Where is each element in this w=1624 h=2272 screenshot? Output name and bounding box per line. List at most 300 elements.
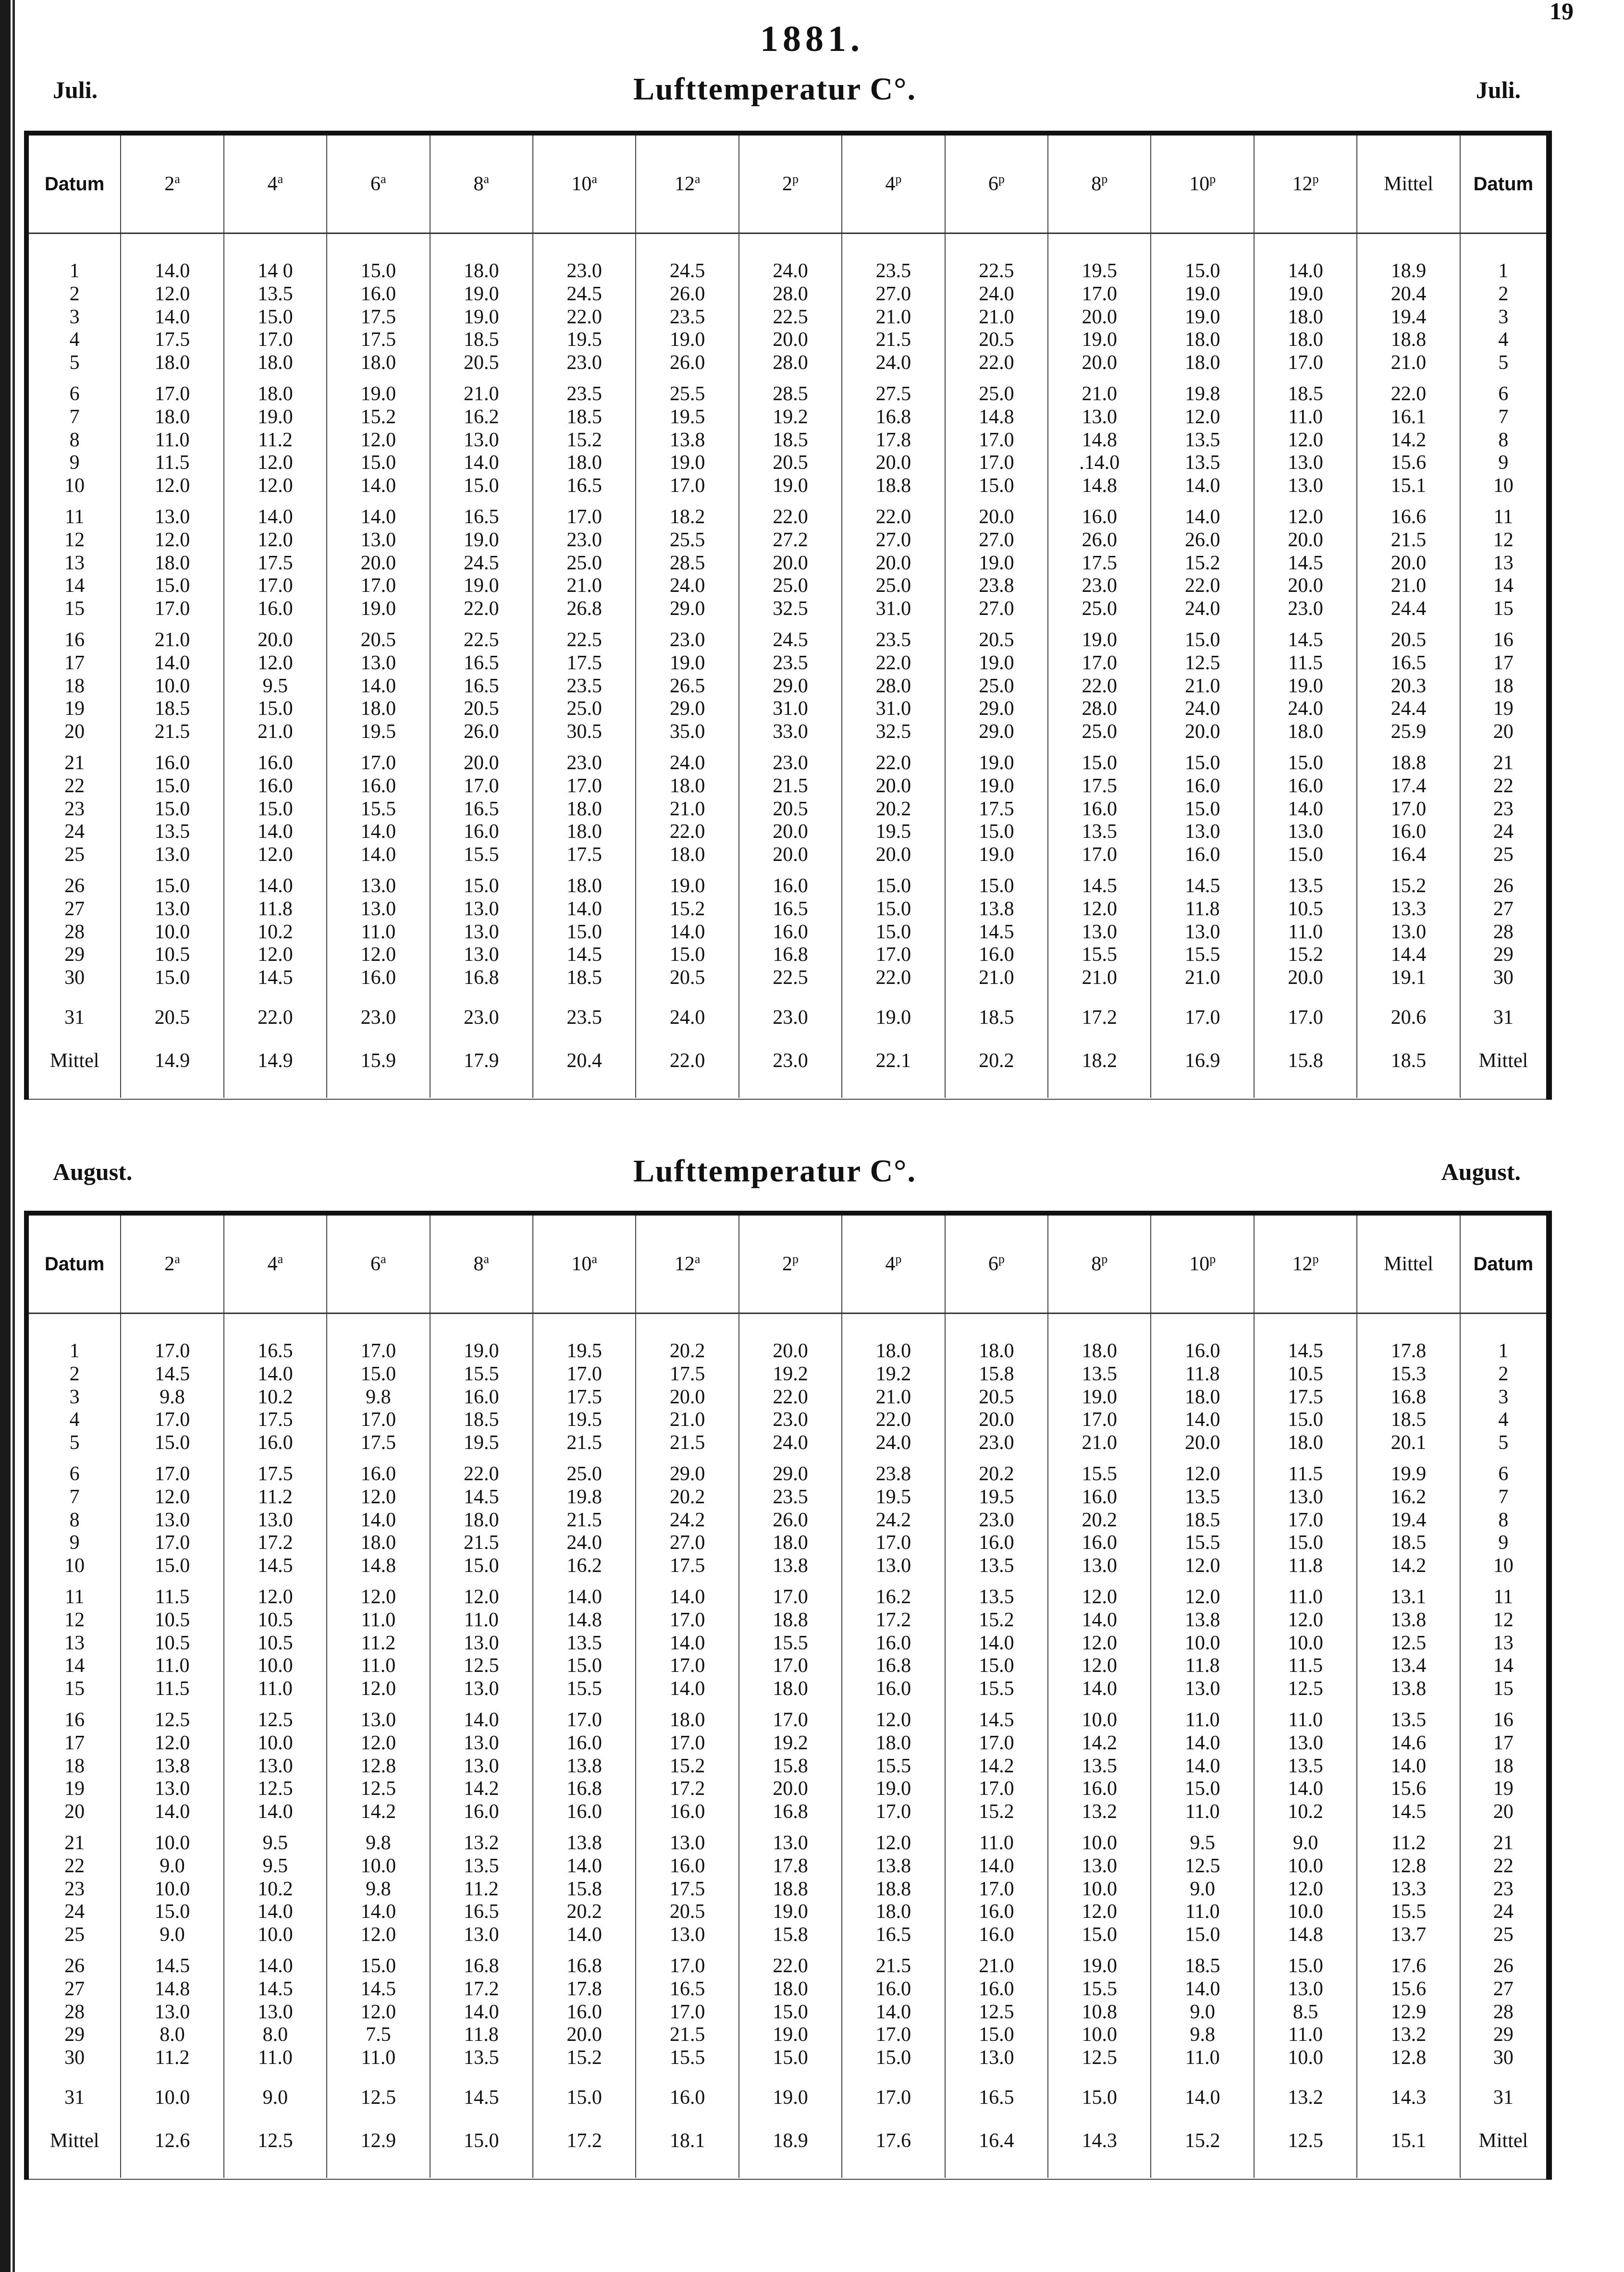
day-number: 25 bbox=[64, 1924, 85, 1946]
temperature-value: 14.8 bbox=[1082, 475, 1118, 497]
temperature-value: 15.5 bbox=[773, 1632, 808, 1654]
row-group bbox=[533, 1832, 635, 1947]
month-label-left: Juli. bbox=[53, 76, 98, 103]
temperature-value: 27.0 bbox=[979, 598, 1014, 620]
temperature-value: 9.0 bbox=[1190, 1878, 1215, 1900]
hour-number: 8 bbox=[473, 1253, 484, 1275]
temperature-value: 15.0 bbox=[875, 2047, 911, 2069]
row-gap bbox=[327, 1947, 429, 1955]
row-group bbox=[1255, 1832, 1356, 1947]
row-group bbox=[946, 2078, 1047, 2120]
row-gap bbox=[1151, 1455, 1253, 1463]
header-hour bbox=[1254, 1216, 1357, 1314]
daily-mean-value: 13.1 bbox=[1390, 1586, 1427, 1608]
temperature-value: 11.8 bbox=[1185, 1655, 1220, 1677]
row-group bbox=[1151, 506, 1253, 621]
temperature-value: 16.0 bbox=[1082, 506, 1118, 528]
row-gap bbox=[842, 867, 944, 875]
row-group bbox=[1461, 1463, 1546, 1578]
temperature-value: 18.0 bbox=[154, 405, 190, 428]
temperature-value: 18.0 bbox=[566, 821, 602, 843]
temperature-value: 16.0 bbox=[566, 1801, 602, 1823]
temperature-value: 24.2 bbox=[875, 1509, 911, 1531]
temperature-value: 16.0 bbox=[566, 1732, 602, 1754]
row-gap bbox=[1461, 1701, 1546, 1709]
temperature-value: 13.0 bbox=[773, 1832, 808, 1854]
temperature-value: 20.0 bbox=[258, 629, 293, 651]
temperature-value: 20.0 bbox=[875, 452, 911, 474]
mittel-row bbox=[636, 2120, 738, 2178]
column-cell bbox=[430, 1314, 533, 2178]
temperature-value: 11.2 bbox=[155, 2047, 190, 2069]
day-number-right: 9 bbox=[1498, 452, 1509, 474]
temperature-value: 17.0 bbox=[773, 1709, 808, 1731]
row-gap bbox=[327, 867, 429, 875]
row-group bbox=[327, 998, 429, 1040]
day-number: 1 bbox=[69, 260, 80, 282]
temperature-value: 28.0 bbox=[773, 352, 808, 374]
temperature-value: 23.5 bbox=[566, 383, 602, 405]
row-gap bbox=[946, 1578, 1047, 1586]
temperature-value: 20.0 bbox=[566, 2024, 602, 2046]
header-datum: Datum bbox=[29, 135, 121, 233]
row-gap bbox=[431, 1824, 532, 1832]
temperature-value: 15.5 bbox=[360, 798, 396, 820]
day-number: 21 bbox=[64, 1832, 85, 1854]
row-group bbox=[1357, 1832, 1459, 1947]
day-number: 15 bbox=[64, 598, 85, 620]
day-number-right: 6 bbox=[1498, 383, 1509, 405]
header-hour bbox=[533, 135, 636, 233]
temperature-value: 19.2 bbox=[773, 1363, 808, 1385]
temperature-value: 13.5 bbox=[154, 821, 190, 843]
mittel-row bbox=[946, 2120, 1047, 2178]
temperature-value: 14.0 bbox=[566, 897, 602, 920]
temperature-value: 16.8 bbox=[566, 1955, 602, 1977]
day-number-right: 14 bbox=[1493, 1655, 1513, 1677]
day-number: 8 bbox=[69, 1509, 80, 1531]
temperature-value: 19.0 bbox=[773, 2087, 808, 2109]
temperature-value: 10.0 bbox=[154, 675, 190, 697]
day-number-right: 14 bbox=[1493, 575, 1513, 597]
temperature-value: 7.5 bbox=[366, 2024, 391, 2046]
temperature-value: 16.0 bbox=[360, 1463, 396, 1485]
hour-suffix: p bbox=[1101, 1252, 1108, 1266]
temperature-value: 17.0 bbox=[979, 1732, 1014, 1754]
temperature-value: 14.0 bbox=[566, 1924, 602, 1946]
temperature-value: 13.5 bbox=[1288, 875, 1323, 897]
row-gap bbox=[636, 498, 738, 506]
temperature-value: 15.2 bbox=[979, 1801, 1014, 1823]
row-group bbox=[29, 2078, 120, 2120]
temperature-value: 16.0 bbox=[875, 1977, 911, 2000]
row-group bbox=[1357, 506, 1459, 621]
temperature-value: 16.5 bbox=[566, 475, 602, 497]
temperature-value: 21.0 bbox=[875, 306, 911, 328]
temperature-value: 14.0 bbox=[1184, 1409, 1220, 1431]
day-number: 29 bbox=[64, 2024, 85, 2046]
day-number-right: 18 bbox=[1493, 675, 1513, 697]
day-number: 24 bbox=[64, 821, 85, 843]
temperature-value: 23.0 bbox=[463, 1007, 499, 1029]
row-group bbox=[533, 998, 635, 1040]
row-group bbox=[739, 1832, 841, 1947]
temperature-value: 10.5 bbox=[258, 1609, 293, 1631]
temperature-value: 18.8 bbox=[875, 1878, 911, 1900]
temperature-value: 13.0 bbox=[1288, 1977, 1323, 2000]
row-group bbox=[1357, 629, 1459, 744]
day-number: 7 bbox=[69, 1486, 80, 1508]
row-group bbox=[946, 1832, 1047, 1947]
row-group bbox=[224, 1709, 326, 1824]
row-gap bbox=[431, 1455, 532, 1463]
row-group bbox=[533, 1463, 635, 1578]
row-gap bbox=[1357, 744, 1459, 752]
temperature-value: 19.0 bbox=[669, 452, 705, 474]
header-hour bbox=[224, 135, 327, 233]
row-group bbox=[327, 1463, 429, 1578]
row-group bbox=[1255, 506, 1356, 621]
temperature-value: 25.0 bbox=[1082, 721, 1118, 743]
row-group bbox=[739, 1709, 841, 1824]
temperature-value: 15.0 bbox=[566, 1655, 602, 1677]
temperature-value: 26.0 bbox=[1184, 528, 1220, 551]
mittel-row bbox=[327, 2120, 429, 2178]
temperature-value: 19.0 bbox=[979, 752, 1014, 774]
row-gap bbox=[121, 1578, 223, 1586]
temperature-value: 15.0 bbox=[154, 1901, 190, 1923]
month-label-left: August. bbox=[53, 1158, 133, 1185]
temperature-value: 11.8 bbox=[464, 2024, 499, 2046]
temperature-value: 20.0 bbox=[773, 1778, 808, 1800]
row-group bbox=[946, 629, 1047, 744]
row-group bbox=[1151, 629, 1253, 744]
daily-mean-value: 14.2 bbox=[1390, 429, 1427, 451]
row-gap bbox=[431, 744, 532, 752]
row-group bbox=[29, 1340, 120, 1455]
temperature-value: 11.5 bbox=[1288, 651, 1323, 674]
temperature-value: 10.0 bbox=[1288, 1854, 1323, 1877]
row-group bbox=[431, 1832, 532, 1947]
row-gap bbox=[842, 1455, 944, 1463]
temperature-value: 17.5 bbox=[566, 844, 602, 866]
row-group bbox=[1357, 875, 1459, 990]
row-group bbox=[224, 1586, 326, 1701]
daily-mean-value: 19.4 bbox=[1390, 306, 1427, 328]
temperature-value: 14.2 bbox=[1082, 1732, 1118, 1754]
table-frame bbox=[24, 131, 1552, 1100]
row-gap bbox=[1048, 867, 1150, 875]
row-gap bbox=[224, 498, 326, 506]
temperature-value: 13.0 bbox=[463, 1678, 499, 1700]
daily-mean-value: 14.0 bbox=[1390, 1755, 1427, 1777]
temperature-value: 15.0 bbox=[154, 875, 190, 897]
row-group bbox=[739, 2078, 841, 2120]
row-group bbox=[1048, 875, 1150, 990]
row-gap bbox=[842, 990, 944, 998]
hour-suffix: a bbox=[483, 172, 490, 186]
temperature-value: 19.0 bbox=[1082, 1386, 1118, 1408]
temperature-value: 14.0 bbox=[258, 1363, 293, 1385]
temperature-value: 15.0 bbox=[360, 1363, 396, 1385]
temperature-value: 14.0 bbox=[669, 921, 705, 943]
row-gap bbox=[739, 621, 841, 629]
temperature-value: 10.0 bbox=[154, 1878, 190, 1900]
temperature-value: 29.0 bbox=[979, 721, 1014, 743]
day-number-right: 16 bbox=[1493, 629, 1513, 651]
row-group bbox=[842, 875, 944, 990]
row-gap bbox=[1461, 621, 1546, 629]
temperature-value: 24.0 bbox=[669, 575, 705, 597]
row-gap bbox=[636, 1455, 738, 1463]
temperature-value: 27.5 bbox=[875, 383, 911, 405]
temperature-value: 17.5 bbox=[258, 552, 293, 574]
row-group bbox=[224, 2078, 326, 2120]
row-group bbox=[224, 875, 326, 990]
temperature-value: 20.0 bbox=[1288, 528, 1323, 551]
temperature-value: 14.0 bbox=[154, 1801, 190, 1823]
temperature-value: 16.0 bbox=[1082, 1532, 1118, 1554]
temperature-value: .14.0 bbox=[1079, 452, 1120, 474]
daily-mean-value: 16.1 bbox=[1390, 405, 1427, 428]
temperature-value: 20.0 bbox=[875, 552, 911, 574]
temperature-value: 17.5 bbox=[258, 1463, 293, 1485]
temperature-value: 13.8 bbox=[566, 1832, 602, 1854]
temperature-value: 20.5 bbox=[773, 452, 808, 474]
temperature-value: 14.8 bbox=[1288, 1924, 1323, 1946]
temperature-value: 16.5 bbox=[258, 1340, 293, 1362]
day-number: 1 bbox=[69, 1340, 80, 1362]
temperature-value: 13.5 bbox=[979, 1586, 1014, 1608]
hour-number: 6 bbox=[370, 1253, 381, 1275]
temperature-value: 9.0 bbox=[262, 2087, 288, 2109]
row-gap bbox=[842, 2070, 944, 2078]
mittel-row bbox=[1048, 1040, 1150, 1098]
temperature-value: 30.5 bbox=[566, 721, 602, 743]
row-gap bbox=[1255, 744, 1356, 752]
temperature-value: 23.5 bbox=[773, 1486, 808, 1508]
temperature-value: 12.5 bbox=[258, 1778, 293, 1800]
temperature-value: 17.0 bbox=[154, 1532, 190, 1554]
temperature-value: 16.0 bbox=[154, 752, 190, 774]
temperature-value: 12.5 bbox=[463, 1655, 499, 1677]
temperature-value: 19.0 bbox=[669, 329, 705, 351]
mittel-row bbox=[1151, 2120, 1253, 2178]
day-number-right: 27 bbox=[1493, 1977, 1513, 2000]
hour-number: 12 bbox=[674, 1253, 695, 1275]
temperature-value: 19.0 bbox=[1288, 282, 1323, 305]
temperature-value: 15.5 bbox=[669, 2047, 705, 2069]
temperature-value: 9.0 bbox=[1190, 2001, 1215, 2023]
row-gap bbox=[431, 1947, 532, 1955]
row-gap bbox=[946, 990, 1047, 998]
day-number-right: 24 bbox=[1493, 1901, 1513, 1923]
temperature-value: 14.5 bbox=[979, 921, 1014, 943]
row-gap bbox=[739, 1947, 841, 1955]
day-number-right: 26 bbox=[1493, 875, 1513, 897]
temperature-value: 17.0 bbox=[979, 429, 1014, 451]
temperature-value: 16.2 bbox=[566, 1555, 602, 1577]
temperature-value: 11.0 bbox=[1288, 921, 1323, 943]
temperature-value: 20.0 bbox=[1288, 575, 1323, 597]
row-group bbox=[1151, 998, 1253, 1040]
row-group bbox=[224, 1832, 326, 1947]
temperature-value: 19.0 bbox=[463, 575, 499, 597]
temperature-value: 15.8 bbox=[566, 1878, 602, 1900]
temperature-value: 19.0 bbox=[1288, 675, 1323, 697]
row-group bbox=[533, 1955, 635, 2070]
temperature-value: 13.5 bbox=[979, 1555, 1014, 1577]
row-gap bbox=[842, 621, 944, 629]
hour-number: 10 bbox=[571, 1253, 592, 1275]
temperature-value: 14.0 bbox=[566, 1586, 602, 1608]
row-group bbox=[1461, 752, 1546, 867]
temperature-value: 12.0 bbox=[1082, 897, 1118, 920]
temperature-value: 14.5 bbox=[1082, 875, 1118, 897]
temperature-value: 17.5 bbox=[979, 798, 1014, 820]
day-number-right: 25 bbox=[1493, 844, 1513, 866]
row-group bbox=[739, 1955, 841, 2070]
temperature-value: 21.5 bbox=[463, 1532, 499, 1554]
temperature-value: 15.0 bbox=[154, 798, 190, 820]
temperature-value: 11.0 bbox=[464, 1609, 499, 1631]
temperature-value: 18.5 bbox=[1184, 1509, 1220, 1531]
temperature-value: 13.0 bbox=[463, 944, 499, 966]
row-group bbox=[636, 383, 738, 498]
temperature-value: 13.5 bbox=[566, 1632, 602, 1654]
mittel-value: 18.9 bbox=[773, 2130, 808, 2152]
daily-mean-value: 13.4 bbox=[1390, 1655, 1427, 1677]
temperature-value: 13.0 bbox=[463, 1924, 499, 1946]
row-group bbox=[29, 1709, 120, 1824]
day-number: 2 bbox=[69, 282, 80, 305]
daily-mean-value: 21.5 bbox=[1390, 528, 1427, 551]
row-group bbox=[121, 875, 223, 990]
temperature-value: 10.5 bbox=[154, 1632, 190, 1654]
row-gap bbox=[29, 1701, 120, 1709]
row-group bbox=[1461, 383, 1546, 498]
temperature-value: 21.5 bbox=[875, 1955, 911, 1977]
temperature-value: 15.5 bbox=[566, 1678, 602, 1700]
temperature-value: 15.5 bbox=[1184, 944, 1220, 966]
temperature-value: 17.0 bbox=[154, 1409, 190, 1431]
temperature-value: 18.0 bbox=[1288, 1432, 1323, 1454]
row-group bbox=[1461, 1955, 1546, 2070]
hour-suffix: a bbox=[277, 172, 283, 186]
temperature-value: 16.0 bbox=[669, 2087, 705, 2109]
temperature-value: 16.0 bbox=[979, 1901, 1014, 1923]
mittel-row bbox=[1255, 2120, 1356, 2178]
temperature-value: 12.0 bbox=[1082, 1901, 1118, 1923]
temperature-value: 17.0 bbox=[360, 1409, 396, 1431]
section-header-juli bbox=[29, 71, 1521, 114]
row-group bbox=[121, 752, 223, 867]
row-gap bbox=[121, 1701, 223, 1709]
header-mittel: Mittel bbox=[1357, 1216, 1460, 1314]
row-group bbox=[739, 1586, 841, 1701]
row-gap bbox=[224, 1455, 326, 1463]
temperature-value: 14.5 bbox=[566, 944, 602, 966]
temperature-value: 16.0 bbox=[360, 967, 396, 989]
column-cell bbox=[636, 1314, 738, 2178]
temperature-value: 14.0 bbox=[669, 1632, 705, 1654]
row-group bbox=[431, 998, 532, 1040]
temperature-value: 14.5 bbox=[1184, 875, 1220, 897]
temperature-value: 23.0 bbox=[566, 752, 602, 774]
temperature-value: 13.5 bbox=[1082, 1363, 1118, 1385]
row-group bbox=[636, 629, 738, 744]
temperature-value: 12.0 bbox=[1184, 1586, 1220, 1608]
temperature-value: 18.0 bbox=[566, 798, 602, 820]
row-group bbox=[842, 383, 944, 498]
row-group bbox=[1255, 752, 1356, 867]
mittel-value: 16.4 bbox=[979, 2130, 1014, 2152]
daily-mean-value: 15.6 bbox=[1390, 452, 1427, 474]
temperature-value: 19.0 bbox=[773, 475, 808, 497]
daily-mean-value: 15.6 bbox=[1390, 1778, 1427, 1800]
row-group bbox=[739, 629, 841, 744]
temperature-value: 17.5 bbox=[669, 1878, 705, 1900]
temperature-value: 17.0 bbox=[360, 1340, 396, 1362]
temperature-value: 13.8 bbox=[773, 1555, 808, 1577]
daily-mean-value: 12.8 bbox=[1390, 1854, 1427, 1877]
temperature-value: 25.5 bbox=[669, 528, 705, 551]
day-number: 12 bbox=[64, 1609, 85, 1631]
temperature-value: 18.5 bbox=[463, 329, 499, 351]
temperature-value: 18.0 bbox=[979, 1340, 1014, 1362]
temperature-value: 12.0 bbox=[1288, 429, 1323, 451]
header-hour bbox=[636, 1216, 738, 1314]
hour-suffix: a bbox=[483, 1252, 490, 1266]
temperature-value: 23.5 bbox=[875, 629, 911, 651]
row-group bbox=[842, 1463, 944, 1578]
daily-mean-value: 13.2 bbox=[1390, 2024, 1427, 2046]
temperature-value: 12.5 bbox=[258, 1709, 293, 1731]
temperature-value: 28.0 bbox=[773, 282, 808, 305]
temperature-value: 25.5 bbox=[669, 383, 705, 405]
temperature-value: 17.0 bbox=[1288, 1509, 1323, 1531]
row-gap bbox=[533, 1824, 635, 1832]
row-group bbox=[739, 506, 841, 621]
daily-mean-value: 21.0 bbox=[1390, 575, 1427, 597]
temperature-value: 26.8 bbox=[566, 598, 602, 620]
day-number: 20 bbox=[64, 721, 85, 743]
temperature-value: 13.0 bbox=[463, 897, 499, 920]
row-gap bbox=[1048, 1578, 1150, 1586]
row-group bbox=[636, 1340, 738, 1455]
row-gap bbox=[842, 375, 944, 383]
mittel-row bbox=[431, 2120, 532, 2178]
temperature-value: 19.0 bbox=[463, 528, 499, 551]
row-gap bbox=[224, 375, 326, 383]
temperature-value: 21.5 bbox=[566, 1432, 602, 1454]
temperature-value: 18.5 bbox=[566, 405, 602, 428]
row-gap bbox=[1151, 867, 1253, 875]
row-group bbox=[121, 1709, 223, 1824]
row-gap bbox=[121, 375, 223, 383]
column-cell bbox=[327, 233, 430, 1098]
temperature-value: 21.0 bbox=[875, 1386, 911, 1408]
temperature-value: 12.5 bbox=[1082, 2047, 1118, 2069]
row-gap bbox=[29, 498, 120, 506]
row-group bbox=[1461, 506, 1546, 621]
row-gap bbox=[533, 498, 635, 506]
row-gap bbox=[1357, 1455, 1459, 1463]
temperature-value: 23.0 bbox=[773, 1007, 808, 1029]
temperature-value: 16.5 bbox=[463, 506, 499, 528]
day-number-right: 5 bbox=[1498, 1432, 1509, 1454]
temperature-value: 19.5 bbox=[979, 1486, 1014, 1508]
